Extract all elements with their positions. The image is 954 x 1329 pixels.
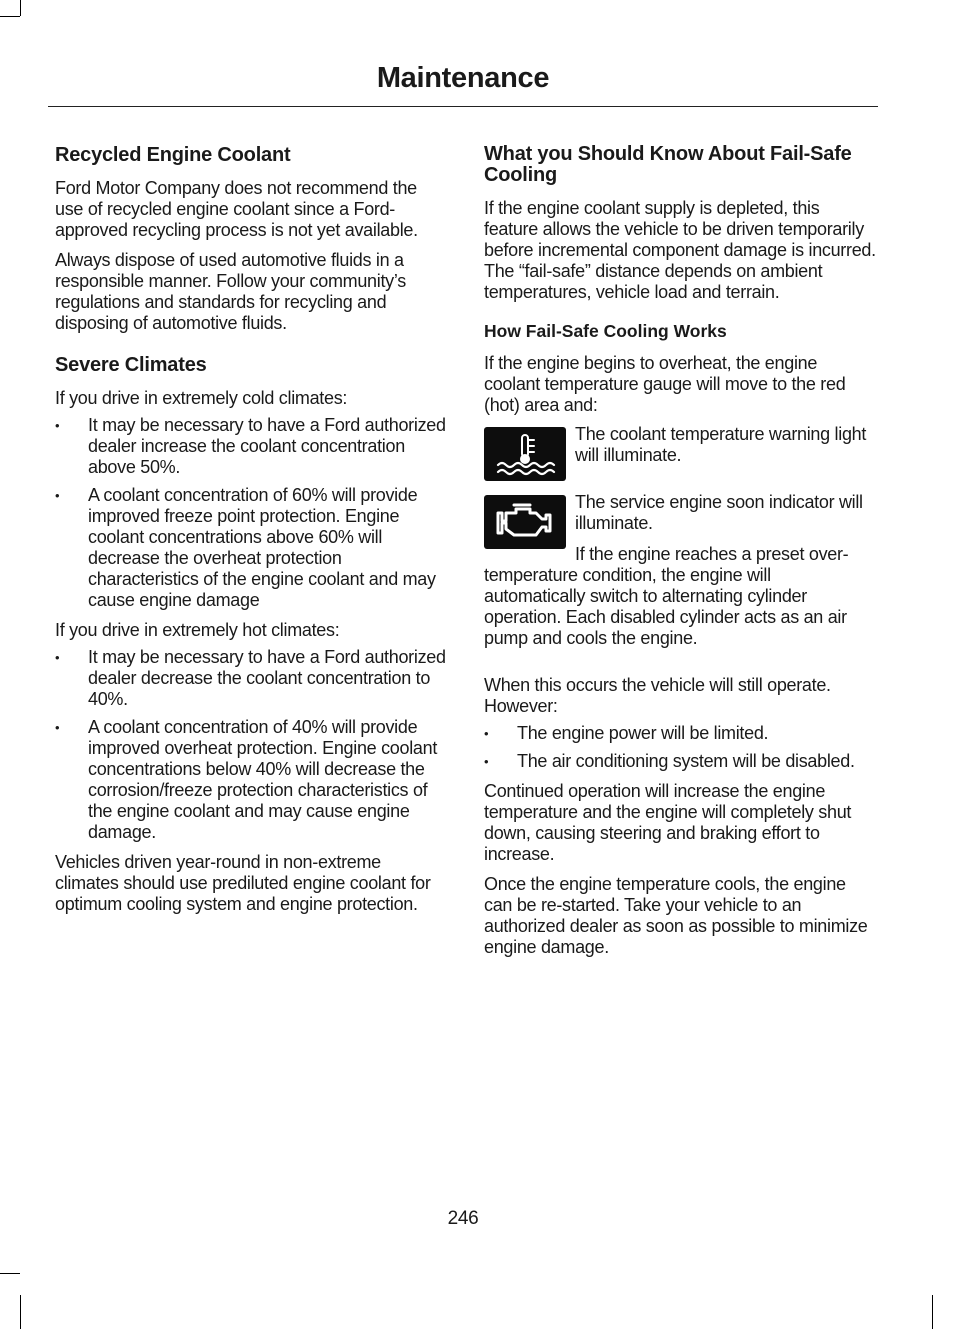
check-engine-icon: [484, 495, 566, 549]
paragraph: If you drive in extremely hot climates:: [55, 620, 340, 640]
paragraph: Ford Motor Company does not recommend the use of recycled engine coolant since a Ford-approved recycling process is not yet available.: [55, 178, 418, 240]
paragraph: When this occurs the vehicle will still operate. However:: [484, 675, 831, 716]
crop-mark: [20, 1295, 21, 1329]
engine-indicator-text: The service engine soon indicator will illuminate.: [575, 492, 863, 533]
subheading-how-fail-safe-works: How Fail-Safe Cooling Works: [484, 321, 727, 341]
header-rule: [48, 106, 878, 107]
paragraph: Always dispose of used automotive fluids in a responsible manner. Follow your community’s regulations and standards for recycling and disposing of automotive fluids.: [55, 250, 406, 333]
list-item: • It may be necessary to have a Ford authorized dealer decrease the coolant concentration to 40%.: [55, 647, 447, 710]
list-item: • A coolant concentration of 40% will provide improved overheat protection. Engine coolant concentrations below 40% will decrease the corrosion/freeze protection characteristics of the engine coolant and may cause engine damage.: [55, 717, 447, 843]
crop-mark: [20, 0, 21, 16]
left-column: [55, 144, 447, 924]
bullet-list-cold: [55, 415, 447, 611]
page-number: 246: [447, 1208, 479, 1229]
list-item: • The engine power will be limited.: [484, 723, 876, 744]
list-item: • A coolant concentration of 60% will provide improved freeze point protection. Engine coolant concentrations above 60% will decrease the overheat protection characteristics of the engine coolant and may cause engine damage: [55, 485, 447, 611]
section-heading-fail-safe: What you Should Know About Fail-Safe Cooling: [484, 143, 852, 186]
list-item: • The air conditioning system will be disabled.: [484, 751, 876, 772]
list-item: • It may be necessary to have a Ford authorized dealer increase the coolant concentration above 50%.: [55, 415, 447, 478]
paragraph: Vehicles driven year-round in non-extreme climates should use prediluted engine coolant for optimum cooling system and engine protection.: [55, 852, 431, 914]
coolant-temperature-icon: [484, 427, 566, 481]
coolant-warning-row: [484, 424, 876, 480]
bullet-list-effects: [484, 723, 876, 772]
coolant-warning-text: The coolant temperature warning light will illuminate.: [575, 424, 867, 465]
paragraph: Once the engine temperature cools, the engine can be re-started. Take your vehicle to an authorized dealer as soon as possible to minimize engine damage.: [484, 874, 868, 957]
paragraph: Continued operation will increase the engine temperature and the engine will completely shut down, causing steering and braking effort to increase.: [484, 781, 852, 864]
paragraph: If you drive in extremely cold climates:: [55, 388, 348, 408]
bullet-list-hot: [55, 647, 447, 843]
paragraph: If the engine begins to overheat, the engine coolant temperature gauge will move to the red (hot) area and:: [484, 353, 846, 415]
section-heading-recycled-coolant: Recycled Engine Coolant: [55, 144, 291, 166]
crop-mark: [932, 1295, 933, 1329]
paragraph: If the engine reaches a preset over-temperature condition, the engine will automatically switch to alternating cylinder operation. Each disabled cylinder acts as an air pump and cools the engine.: [484, 544, 849, 648]
crop-mark: [0, 1273, 20, 1274]
right-column: [484, 144, 876, 967]
engine-indicator-row: [484, 492, 876, 548]
section-heading-severe-climates: Severe Climates: [55, 354, 207, 376]
crop-mark: [0, 16, 20, 17]
paragraph: If the engine coolant supply is depleted, this feature allows the vehicle to be driven temporarily before incremental component damage is incurred. The “fail-safe” distance depends on ambient temperatures, vehicle load and terrain.: [484, 198, 876, 302]
page-title: Maintenance: [376, 62, 550, 94]
